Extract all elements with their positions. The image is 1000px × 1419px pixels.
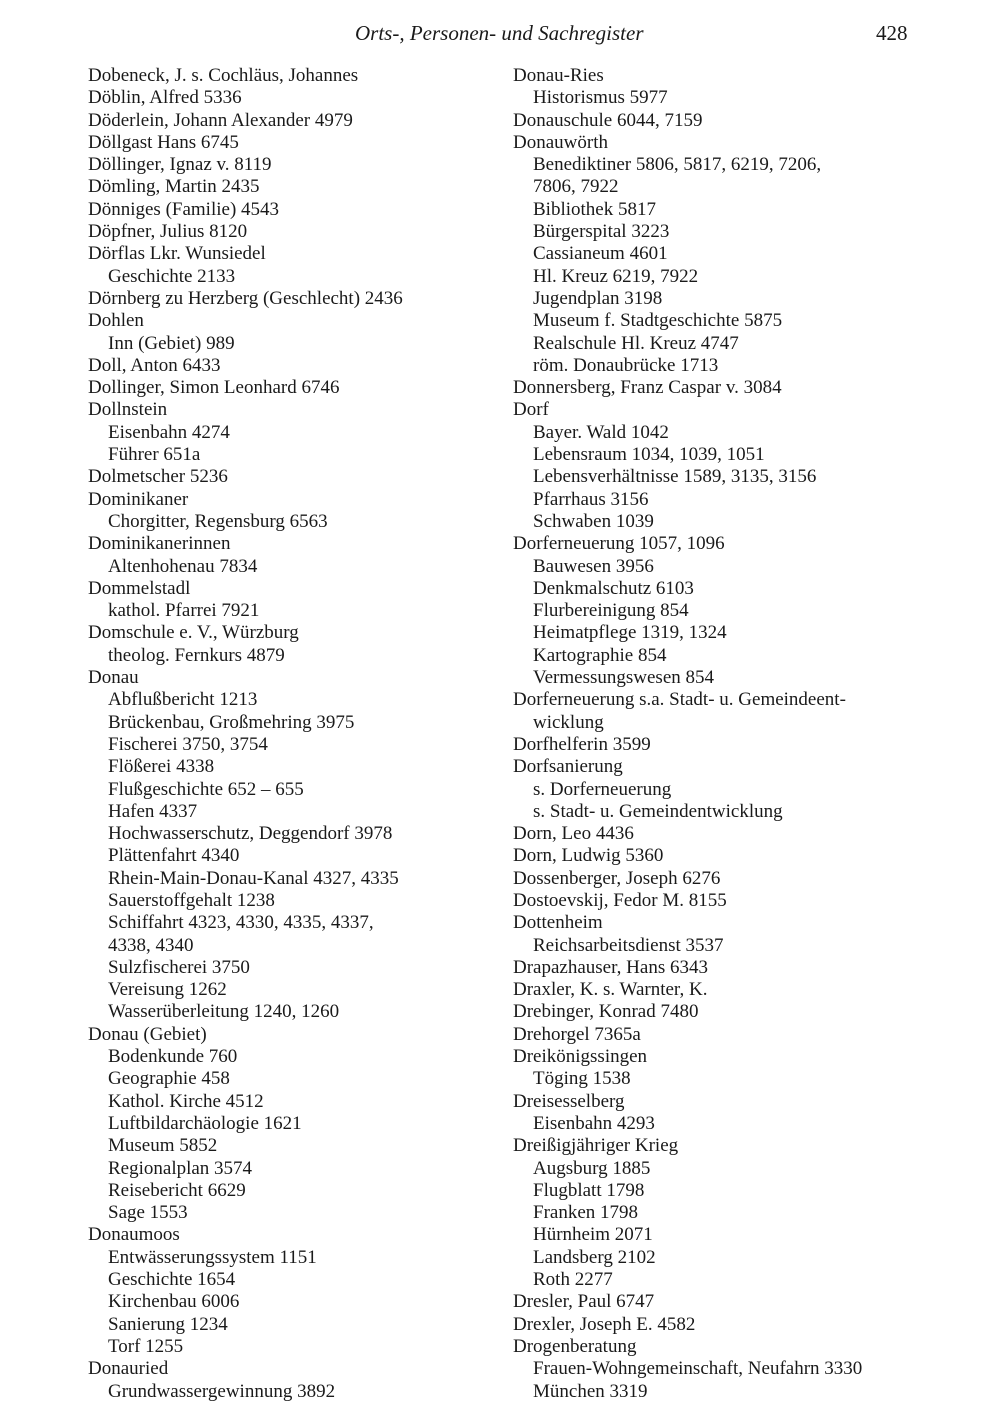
index-subentry: Fischerei 3750, 3754 xyxy=(108,733,268,755)
index-subentry: Bayer. Wald 1042 xyxy=(533,421,669,443)
index-entry: Dreisesselberg xyxy=(513,1090,625,1112)
index-entry: Dorn, Leo 4436 xyxy=(513,823,634,845)
index-subentry: Flußgeschichte 652 – 655 xyxy=(108,778,304,800)
index-subentry: Sauerstoffgehalt 1238 xyxy=(108,889,275,911)
index-entry: Drebinger, Konrad 7480 xyxy=(513,1001,699,1023)
index-subentry: Historismus 5977 xyxy=(533,87,668,109)
index-subentry: Heimatpflege 1319, 1324 xyxy=(533,622,727,644)
index-subentry: Torf 1255 xyxy=(108,1335,184,1357)
index-entry: Donnersberg, Franz Caspar v. 3084 xyxy=(513,377,782,399)
index-subentry: Eisenbahn 4293 xyxy=(533,1112,655,1134)
index-entry: Dörflas Lkr. Wunsiedel xyxy=(88,243,266,265)
index-entry: Dominikaner xyxy=(88,488,189,510)
index-subentry: Brückenbau, Großmehring 3975 xyxy=(108,711,355,733)
index-entry: Donauried xyxy=(88,1358,169,1380)
index-entry: Donaumoos xyxy=(88,1224,180,1246)
index-entry: Dorferneuerung s.a. Stadt- u. Gemeindeent- xyxy=(513,689,846,711)
index-entry: Dobeneck, J. s. Cochläus, Johannes xyxy=(88,65,359,86)
index-subentry: Reichsarbeitsdienst 3537 xyxy=(533,934,724,956)
index-entry: Draxler, K. s. Warnter, K. xyxy=(513,979,708,1001)
index-subentry: Grundwassergewinnung 3892 xyxy=(108,1380,336,1402)
index-subentry: Kartographie 854 xyxy=(533,644,667,666)
index-entry: Dorfhelferin 3599 xyxy=(513,733,651,755)
index-subentry: Hafen 4337 xyxy=(108,800,198,822)
index-subentry: Schwaben 1039 xyxy=(533,510,654,532)
index-entry: Dollnstein xyxy=(88,399,168,421)
index-subentry: Hochwasserschutz, Deggendorf 3978 xyxy=(108,823,393,845)
index-entry: Dreißigjähriger Krieg xyxy=(513,1135,679,1157)
index-subentry: Inn (Gebiet) 989 xyxy=(108,332,235,354)
index-subentry: Cassianeum 4601 xyxy=(533,243,668,265)
index-subentry: Schiffahrt 4323, 4330, 4335, 4337, xyxy=(108,912,374,934)
index-entry: Dörnberg zu Herzberg (Geschlecht) 2436 xyxy=(88,287,403,309)
index-subentry: Bodenkunde 760 xyxy=(108,1046,238,1068)
index-subentry: Eisenbahn 4274 xyxy=(108,421,230,443)
index-subentry: Chorgitter, Regensburg 6563 xyxy=(108,510,328,532)
index-entry: Dossenberger, Joseph 6276 xyxy=(513,867,721,889)
index-subentry: 7806, 7922 xyxy=(533,176,619,198)
index-entry: Dollinger, Simon Leonhard 6746 xyxy=(88,377,340,399)
index-subentry: Lebensverhältnisse 1589, 3135, 3156 xyxy=(533,466,817,488)
index-subentry: Plättenfahrt 4340 xyxy=(108,845,240,867)
index-subentry: Geschichte 1654 xyxy=(108,1269,236,1291)
index-entry: Donau (Gebiet) xyxy=(88,1023,207,1045)
index-entry: Dostoevskij, Fedor M. 8155 xyxy=(513,889,727,911)
index-column-right xyxy=(513,65,933,1403)
index-subentry: München 3319 xyxy=(533,1380,648,1402)
index-subentry: Bibliothek 5817 xyxy=(533,198,656,220)
index-subentry: Lebensraum 1034, 1039, 1051 xyxy=(533,444,765,466)
index-subentry: Vermessungswesen 854 xyxy=(533,667,715,689)
index-subentry: Geographie 458 xyxy=(108,1068,230,1090)
index-entry: Donau-Ries xyxy=(513,65,604,86)
index-subentry: Flurbereinigung 854 xyxy=(533,600,689,622)
index-entry: Dorn, Ludwig 5360 xyxy=(513,845,664,867)
index-subentry: Geschichte 2133 xyxy=(108,265,236,287)
index-subentry: Frauen-Wohngemeinschaft, Neufahrn 3330 xyxy=(533,1358,863,1380)
index-subentry: Entwässerungssystem 1151 xyxy=(108,1246,317,1268)
index-entry: Dohlen xyxy=(88,310,144,332)
index-subentry: Augsburg 1885 xyxy=(533,1157,651,1179)
index-subentry: Landsberg 2102 xyxy=(533,1246,656,1268)
page-number: 428 xyxy=(876,21,908,45)
index-entry: Doll, Anton 6433 xyxy=(88,354,221,376)
index-entry: Drehorgel 7365a xyxy=(513,1023,641,1045)
index-subentry: Franken 1798 xyxy=(533,1202,639,1224)
index-subentry: Altenhohenau 7834 xyxy=(108,555,258,577)
index-subentry: Hl. Kreuz 6219, 7922 xyxy=(533,265,699,287)
index-entry: Dolmetscher 5236 xyxy=(88,466,228,488)
index-subentry: Reisebericht 6629 xyxy=(108,1179,246,1201)
index-entry: Drogenberatung xyxy=(513,1335,637,1357)
index-subentry: Sulzfischerei 3750 xyxy=(108,956,250,978)
index-subentry: Hürnheim 2071 xyxy=(533,1224,653,1246)
index-entry: Dorf xyxy=(513,399,549,421)
index-subentry: Töging 1538 xyxy=(533,1068,631,1090)
index-subentry: röm. Donaubrücke 1713 xyxy=(533,354,719,376)
index-entry: Donauwörth xyxy=(513,131,608,153)
index-subentry: kathol. Pfarrei 7921 xyxy=(108,600,260,622)
index-subentry: Vereisung 1262 xyxy=(108,979,227,1001)
index-entry: Domschule e. V., Würzburg xyxy=(88,622,299,644)
index-subentry: Luftbildarchäologie 1621 xyxy=(108,1112,302,1134)
index-subentry: s. Stadt- u. Gemeindentwicklung xyxy=(533,800,783,822)
index-entry: Dönniges (Familie) 4543 xyxy=(88,198,280,220)
running-title: Orts-, Personen- und Sachregister xyxy=(355,21,644,45)
index-entry: Donau xyxy=(88,667,139,689)
index-subentry: Bürgerspital 3223 xyxy=(533,221,670,243)
index-entry: Döblin, Alfred 5336 xyxy=(88,87,242,109)
index-entry: Dottenheim xyxy=(513,912,603,934)
index-entry: Dorferneuerung 1057, 1096 xyxy=(513,533,725,555)
index-entry: Döllinger, Ignaz v. 8119 xyxy=(88,154,272,176)
index-subentry: Museum 5852 xyxy=(108,1135,218,1157)
index-subentry: Sage 1553 xyxy=(108,1202,188,1224)
index-subentry: Sanierung 1234 xyxy=(108,1313,228,1335)
index-entry: Dominikanerinnen xyxy=(88,533,231,555)
index-column-left xyxy=(88,65,488,1403)
index-entry: Dreikönigssingen xyxy=(513,1046,648,1068)
index-entry: Drapazhauser, Hans 6343 xyxy=(513,956,708,978)
index-entry: Dömling, Martin 2435 xyxy=(88,176,260,198)
index-subentry: Museum f. Stadtgeschichte 5875 xyxy=(533,310,783,332)
index-subentry: Flugblatt 1798 xyxy=(533,1179,645,1201)
index-entry: Drexler, Joseph E. 4582 xyxy=(513,1313,696,1335)
index-subentry: Roth 2277 xyxy=(533,1269,613,1291)
index-subentry: Abflußbericht 1213 xyxy=(108,689,258,711)
index-subentry: Denkmalschutz 6103 xyxy=(533,577,694,599)
index-subentry: Realschule Hl. Kreuz 4747 xyxy=(533,332,739,354)
index-subentry: Regionalplan 3574 xyxy=(108,1157,253,1179)
index-subentry: theolog. Fernkurs 4879 xyxy=(108,644,285,666)
index-subentry: Wasserüberleitung 1240, 1260 xyxy=(108,1001,340,1023)
index-entry: Dresler, Paul 6747 xyxy=(513,1291,655,1313)
index-subentry: Kathol. Kirche 4512 xyxy=(108,1090,264,1112)
index-entry: Döderlein, Johann Alexander 4979 xyxy=(88,109,353,131)
index-subentry: Führer 651a xyxy=(108,444,201,466)
index-entry: Döllgast Hans 6745 xyxy=(88,131,239,153)
index-entry: Donauschule 6044, 7159 xyxy=(513,109,703,131)
page-header xyxy=(0,20,1000,46)
index-subentry: Bauwesen 3956 xyxy=(533,555,654,577)
index-subentry: Pfarrhaus 3156 xyxy=(533,488,649,510)
index-subentry: Flößerei 4338 xyxy=(108,756,215,778)
index-entry: Dommelstadl xyxy=(88,577,191,599)
index-subentry: wicklung xyxy=(533,711,604,733)
index-subentry: Jugendplan 3198 xyxy=(533,287,663,309)
index-entry: Döpfner, Julius 8120 xyxy=(88,221,248,243)
index-subentry: Kirchenbau 6006 xyxy=(108,1291,240,1313)
index-entry: Dorfsanierung xyxy=(513,756,623,778)
index-subentry: Rhein-Main-Donau-Kanal 4327, 4335 xyxy=(108,867,399,889)
index-subentry: Benediktiner 5806, 5817, 6219, 7206, xyxy=(533,154,822,176)
index-subentry: 4338, 4340 xyxy=(108,934,194,956)
index-subentry: s. Dorferneuerung xyxy=(533,778,672,800)
